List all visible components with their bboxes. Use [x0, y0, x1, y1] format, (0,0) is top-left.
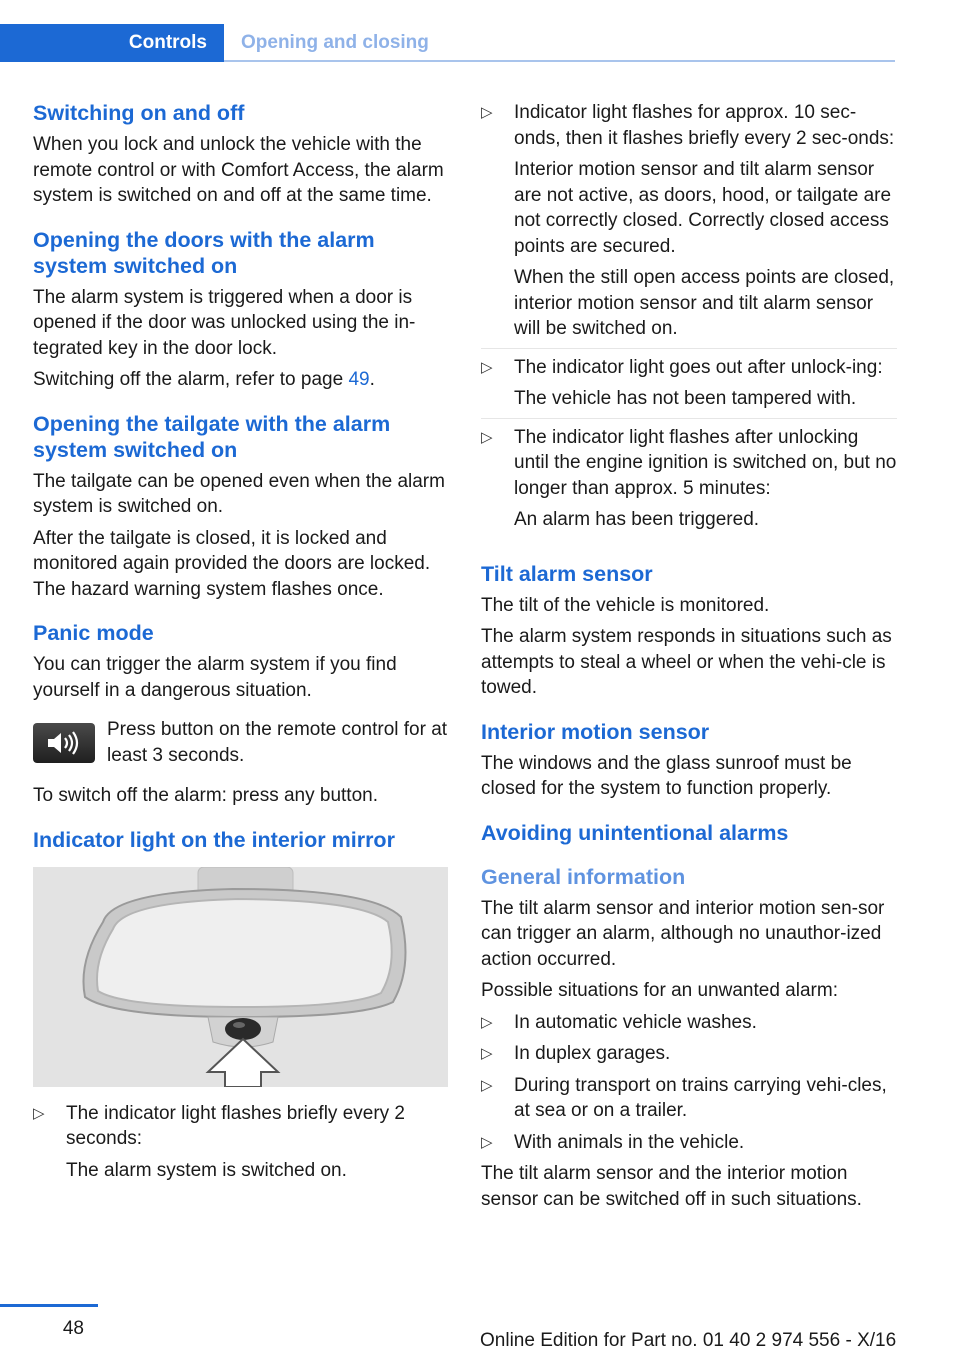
- left-column: [33, 100, 448, 1183]
- page-header: [0, 24, 895, 62]
- list-item: [481, 355, 897, 412]
- list-item: [481, 1010, 897, 1036]
- footer-edition: Online Edition for Part no. 01 40 2 974 556 - X/16: [480, 1330, 897, 1351]
- bullet-text: The indicator light flashes after unlocking until the engine ignition is switched on, but no longer than approx. 5 minutes:: [514, 426, 897, 499]
- para-tilt-2: The alarm system responds in situations such as attempts to steal a wheel or when the vehi‐cle is towed.: [481, 626, 892, 698]
- para-general: The tilt alarm sensor and interior motion sen‐sor can trigger an alarm, although no unauthor‐ized action occurred.: [481, 897, 885, 970]
- list-item: [481, 1130, 897, 1156]
- para-doors: The alarm system is triggered when a door is opened if the door was unlocked using the in‐tegrated key in the door lock.: [33, 286, 416, 359]
- bullet-triangle-icon: ▷: [481, 428, 493, 446]
- bullet-triangle-icon: ▷: [481, 1013, 493, 1031]
- panic-button-row: [33, 717, 448, 775]
- header-subsection-tab[interactable]: Opening and closing: [241, 32, 429, 53]
- bullet-triangle-icon: ▷: [481, 1076, 493, 1094]
- para-panic: You can trigger the alarm system if you find yourself in a dangerous situation.: [33, 654, 397, 701]
- list-item: [481, 1041, 897, 1067]
- list-item: [33, 1101, 448, 1184]
- bullet-triangle-icon: ▷: [481, 104, 493, 121]
- footer-rule: [0, 1304, 98, 1307]
- list-item: [481, 425, 897, 533]
- speaker-icon: [33, 723, 95, 763]
- header-rule: [224, 60, 895, 62]
- heading-switching: Switching on and off: [33, 101, 245, 125]
- para-press-button: Press button on the remote control for at least 3 seconds.: [107, 719, 448, 766]
- heading-panic: Panic mode: [33, 621, 154, 645]
- bullet-triangle-icon: ▷: [481, 358, 493, 376]
- subheading-general: General information: [481, 864, 686, 889]
- bullet-continuation: The vehicle has not been tampered with.: [514, 388, 857, 409]
- bullet-text: In automatic vehicle washes.: [514, 1011, 757, 1033]
- interior-mirror-illustration: [33, 867, 448, 1087]
- para-situations: Possible situations for an unwanted alarm:: [481, 980, 838, 1001]
- para-alarm-off-period: .: [369, 369, 375, 390]
- para-switching: When you lock and unlock the vehicle with the remote control or with Comfort Access, the alarm system is switched on and off at the same time.: [33, 134, 444, 206]
- bullet-text: In duplex garages.: [514, 1043, 671, 1064]
- bullet-continuation: When the still open access points are closed, interior motion sensor and tilt alarm sensor will be switched on.: [514, 267, 895, 339]
- para-tilt-1: The tilt of the vehicle is monitored.: [481, 594, 770, 616]
- para-final: The tilt alarm sensor and the interior motion sensor can be switched off in such situations.: [481, 1163, 862, 1210]
- page-49-link[interactable]: 49: [348, 369, 370, 390]
- bullet-text: The indicator light goes out after unlock‐ing:: [514, 356, 883, 378]
- para-alarm-off: [33, 367, 448, 393]
- bullet-text: During transport on trains carrying vehi‐cles, at sea or on a trailer.: [514, 1074, 887, 1121]
- list-item: [481, 1073, 897, 1124]
- para-tailgate-2: After the tailgate is closed, it is locked and monitored again provided the doors are locked. The hazard warning system flashes once.: [33, 527, 431, 600]
- right-column: [481, 100, 897, 1212]
- heading-tilt: Tilt alarm sensor: [481, 561, 653, 586]
- para-tailgate-1: The tailgate can be opened even when the alarm system is switched on.: [33, 470, 445, 517]
- bullet-text: The indicator light flashes briefly every 2 seconds:: [66, 1102, 405, 1149]
- bullet-continuation: An alarm has been triggered.: [514, 509, 760, 530]
- page-number: 48: [62, 1318, 84, 1339]
- heading-indicator: Indicator light on the interior mirror: [33, 827, 395, 852]
- bullet-continuation: Interior motion sensor and tilt alarm sensor are not active, as doors, hood, or tailgate are not correctly closed. Correctly closed access points are secured.: [514, 159, 892, 257]
- bullet-text: Indicator light flashes for approx. 10 sec‐onds, then it flashes briefly every 2 sec‐onds:: [514, 102, 895, 149]
- list-item: [481, 100, 897, 342]
- heading-motion: Interior motion sensor: [481, 719, 710, 744]
- para-motion: The windows and the glass sunroof must be closed for the system to function properly.: [481, 752, 852, 799]
- bullet-triangle-icon: ▷: [481, 1045, 493, 1062]
- header-section-tab[interactable]: Controls: [0, 24, 224, 62]
- bullet-continuation: The alarm system is switched on.: [66, 1159, 347, 1181]
- bullet-triangle-icon: ▷: [33, 1104, 45, 1122]
- bullet-triangle-icon: ▷: [481, 1133, 493, 1151]
- heading-avoid: Avoiding unintentional alarms: [481, 820, 789, 845]
- heading-tailgate: Opening the tailgate with the alarm system switched on: [33, 411, 391, 462]
- bullet-text: With animals in the vehicle.: [514, 1131, 745, 1153]
- para-alarm-off-text: Switching off the alarm, refer to page: [33, 369, 349, 390]
- heading-doors: Opening the doors with the alarm system switched on: [33, 227, 375, 278]
- para-switch-off: To switch off the alarm: press any button.: [33, 785, 378, 806]
